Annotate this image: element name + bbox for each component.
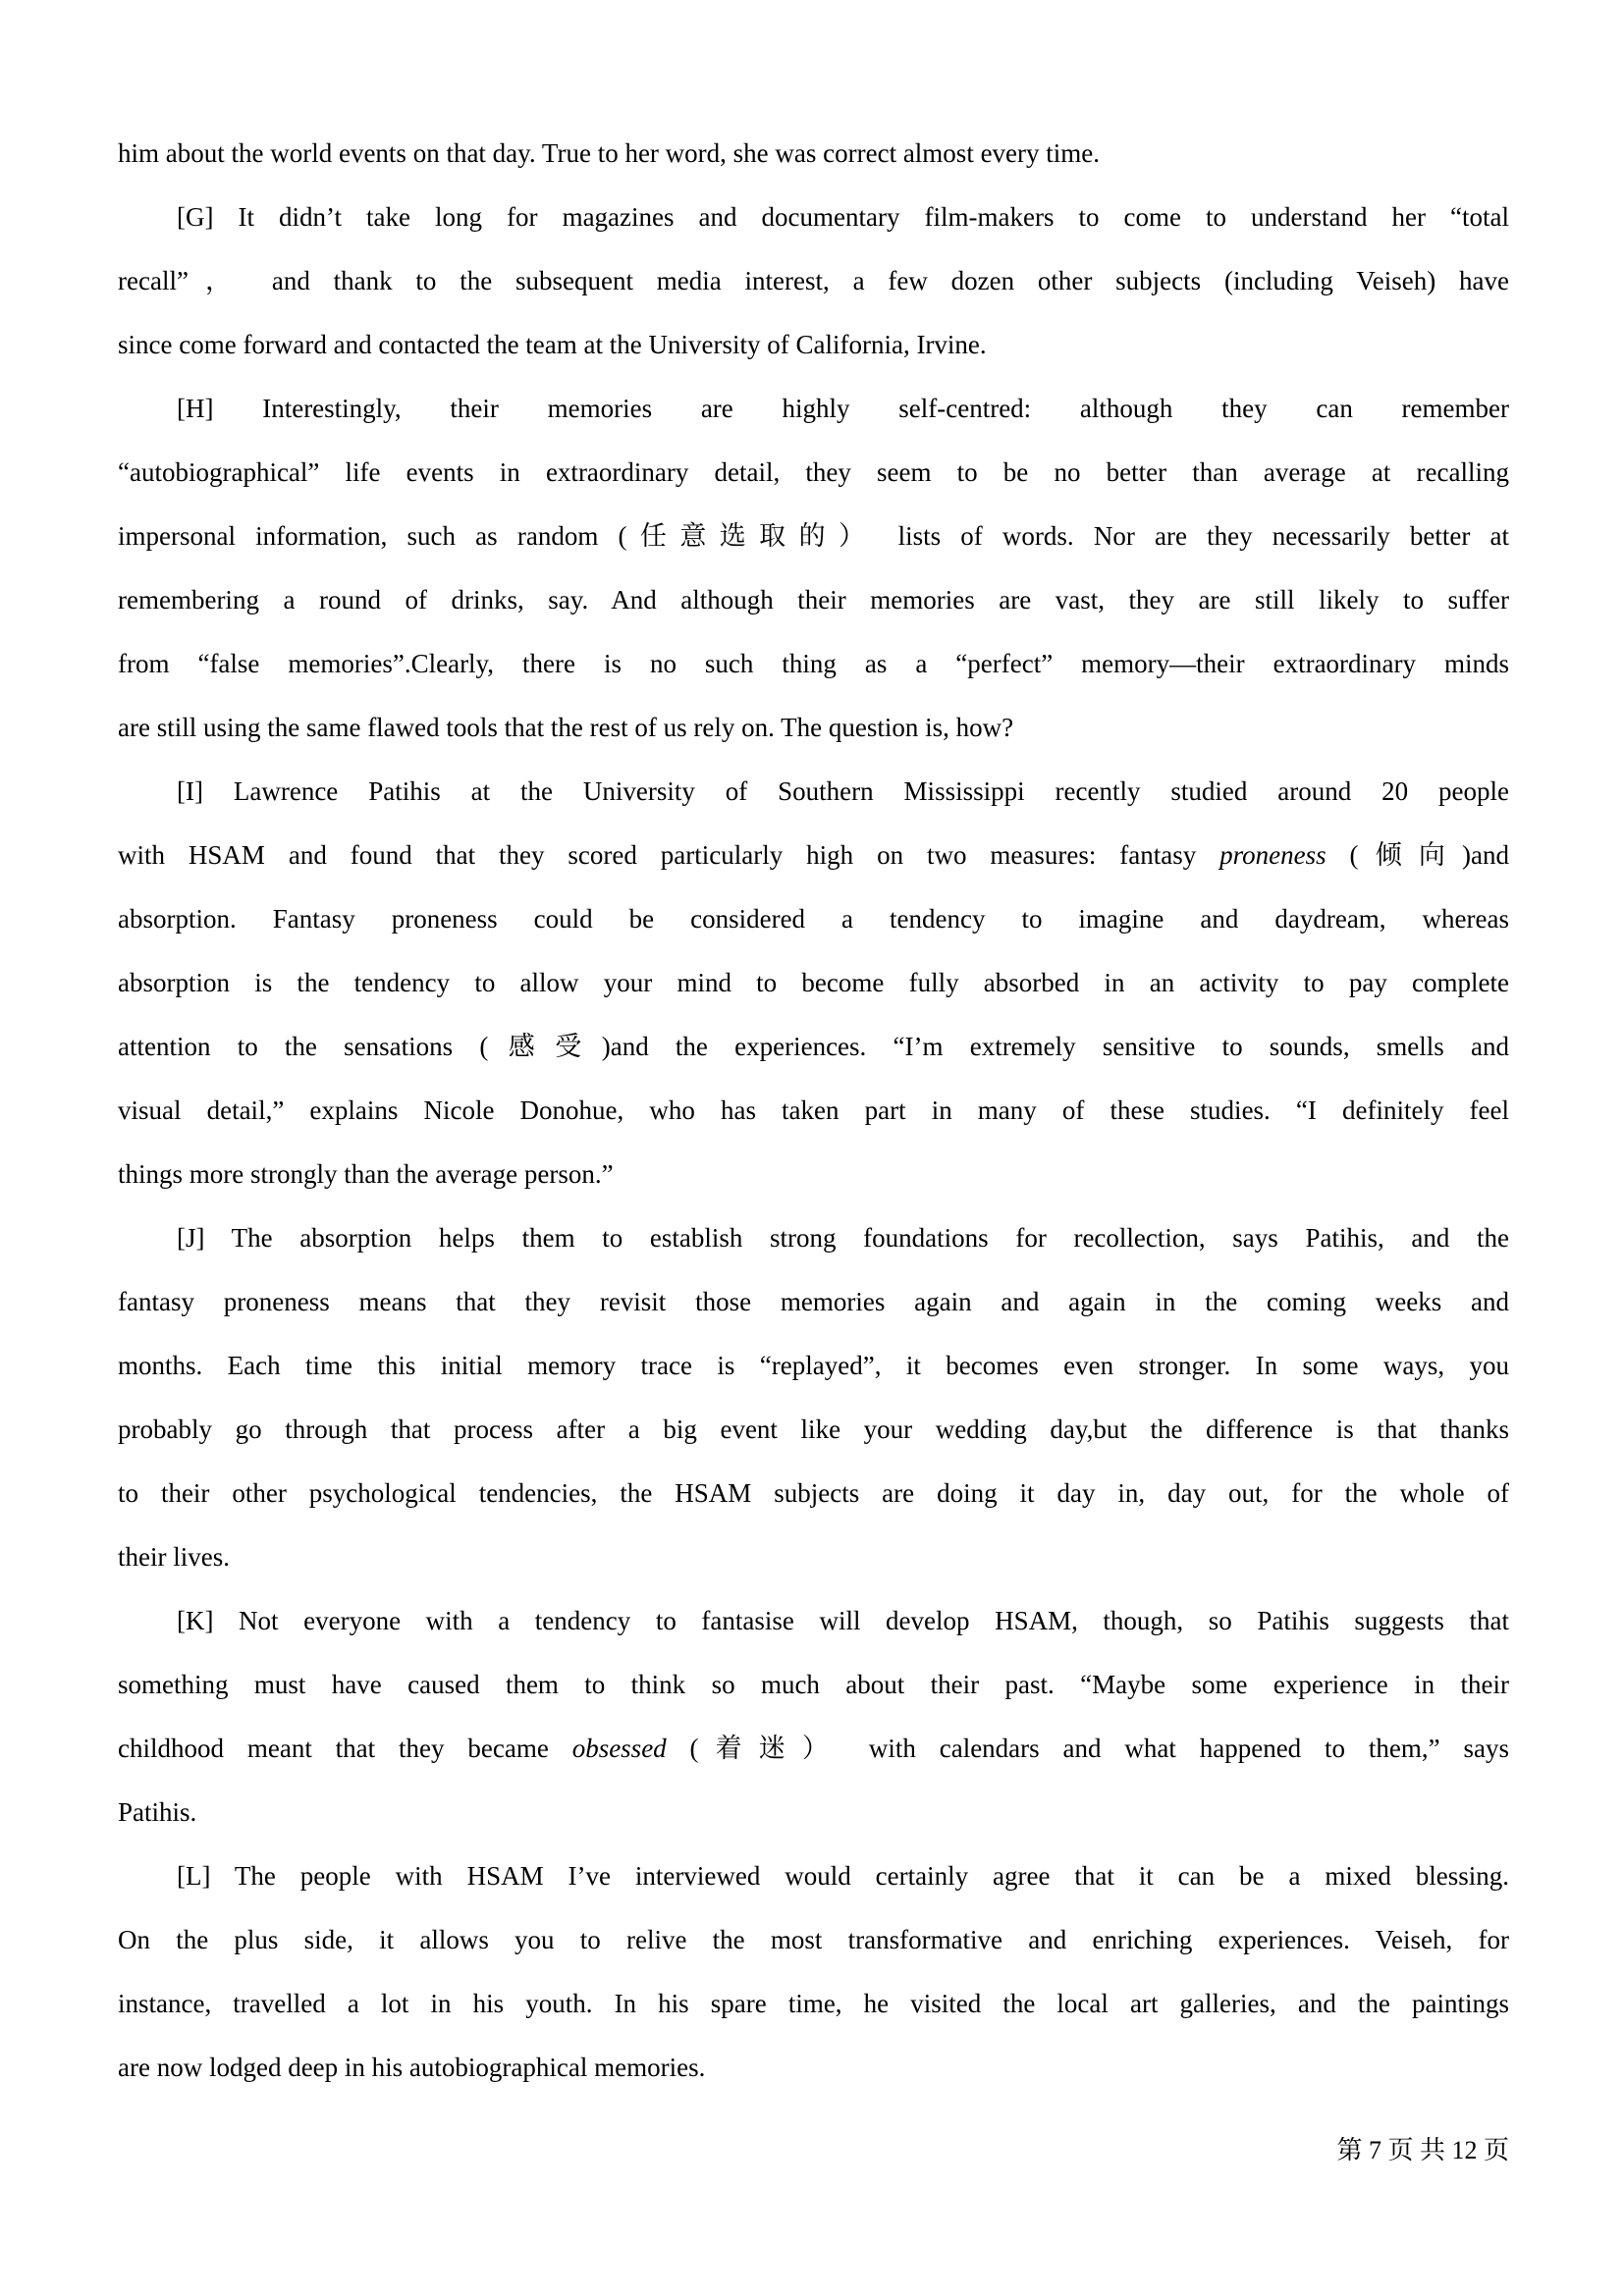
text-segment: (倾向)and bbox=[1326, 840, 1509, 870]
text-line bbox=[118, 760, 1509, 824]
text-segment: “autobiographical” life events in extraordinary detail, they seem to be no better than average at recalling bbox=[118, 457, 1509, 487]
text-segment: [H] Interestingly, their memories are highly self-centred: although they can remember bbox=[177, 394, 1509, 423]
text-segment: (着迷） with calendars and what happened to them,” says bbox=[666, 1734, 1509, 1763]
paragraph-f-continuation bbox=[118, 122, 1509, 186]
text-line bbox=[118, 1908, 1509, 1972]
italic-term: obsessed bbox=[571, 1734, 667, 1763]
text-segment: impersonal information, such as random (任意选取的） lists of words. Nor are they necessarily better at bbox=[118, 521, 1509, 551]
text-segment: [I] Lawrence Patihis at the University of Southern Mississippi recently studied around 20 people bbox=[177, 776, 1509, 806]
text-segment: Patihis. bbox=[118, 1797, 197, 1827]
text-line bbox=[118, 1717, 1509, 1781]
text-line bbox=[118, 122, 1509, 186]
text-line bbox=[118, 313, 1509, 377]
text-segment: absorption. Fantasy proneness could be considered a tendency to imagine and daydream, whereas bbox=[118, 904, 1509, 934]
text-segment: months. Each time this initial memory trace is “replayed”, it becomes even stronger. In some ways, you bbox=[118, 1351, 1509, 1380]
text-line bbox=[118, 249, 1509, 313]
text-line bbox=[118, 505, 1509, 568]
text-line bbox=[118, 1206, 1509, 1270]
text-line bbox=[118, 1589, 1509, 1653]
text-segment: probably go through that process after a big event like your wedding day,but the difference is that thanks bbox=[118, 1415, 1509, 1444]
text-line bbox=[118, 441, 1509, 505]
text-line bbox=[118, 568, 1509, 632]
paragraph-g bbox=[118, 186, 1509, 377]
text-line bbox=[118, 1781, 1509, 1844]
text-line bbox=[118, 1015, 1509, 1079]
text-segment: attention to the sensations (感受)and the experiences. “I’m extremely sensitive to sounds, smells and bbox=[118, 1032, 1509, 1061]
text-segment: with HSAM and found that they scored particularly high on two measures: fantasy bbox=[118, 840, 1220, 870]
paragraph-h bbox=[118, 377, 1509, 760]
text-segment: something must have caused them to think so much about their past. “Maybe some experience in their bbox=[118, 1670, 1509, 1699]
text-line bbox=[118, 1334, 1509, 1398]
text-line bbox=[118, 1143, 1509, 1206]
text-line bbox=[118, 186, 1509, 249]
text-line bbox=[118, 951, 1509, 1015]
paragraph-l bbox=[118, 1844, 1509, 2100]
text-segment: their lives. bbox=[118, 1542, 230, 1572]
text-segment: [K] Not everyone with a tendency to fantasise will develop HSAM, though, so Patihis suggests that bbox=[177, 1606, 1509, 1635]
text-segment: things more strongly than the average person.” bbox=[118, 1159, 614, 1189]
text-line bbox=[118, 2036, 1509, 2100]
text-line bbox=[118, 1270, 1509, 1334]
text-segment: On the plus side, it allows you to relive the most transformative and enriching experiences. Veiseh, for bbox=[118, 1925, 1509, 1954]
text-line bbox=[118, 377, 1509, 441]
paragraph-k bbox=[118, 1589, 1509, 1844]
text-line bbox=[118, 1844, 1509, 1908]
text-segment: childhood meant that they became bbox=[118, 1734, 572, 1763]
text-segment: from “false memories”.Clearly, there is no such thing as a “perfect” memory—their extraordinary minds bbox=[118, 649, 1509, 678]
text-segment: remembering a round of drinks, say. And although their memories are vast, they are still likely to suffer bbox=[118, 585, 1509, 614]
text-segment: to their other psychological tendencies, the HSAM subjects are doing it day in, day out, for the whole of bbox=[118, 1478, 1509, 1508]
text-line bbox=[118, 824, 1509, 887]
text-segment: him about the world events on that day. True to her word, she was correct almost every time. bbox=[118, 138, 1101, 168]
passage-text bbox=[118, 122, 1509, 2100]
text-line bbox=[118, 1972, 1509, 2036]
text-line bbox=[118, 1079, 1509, 1143]
text-segment: [J] The absorption helps them to establish strong foundations for recollection, says Patihis, and the bbox=[177, 1223, 1509, 1253]
text-segment: [L] The people with HSAM I’ve interviewed would certainly agree that it can be a mixed blessing. bbox=[177, 1861, 1509, 1891]
text-segment: visual detail,” explains Nicole Donohue, who has taken part in many of these studies. “I definitely feel bbox=[118, 1095, 1509, 1125]
text-line bbox=[118, 1462, 1509, 1525]
text-line bbox=[118, 1525, 1509, 1589]
paragraph-j bbox=[118, 1206, 1509, 1589]
text-line bbox=[118, 1398, 1509, 1462]
page-footer bbox=[1336, 2136, 1509, 2165]
page-number-text: 第 7 页 共 12 页 bbox=[1336, 2136, 1509, 2164]
text-segment: [G] It didn’t take long for magazines and documentary film-makers to come to understand her “total bbox=[177, 202, 1509, 232]
text-line bbox=[118, 696, 1509, 760]
text-line bbox=[118, 887, 1509, 951]
italic-term: proneness bbox=[1219, 840, 1326, 870]
text-segment: absorption is the tendency to allow your mind to become fully absorbed in an activity to pay complete bbox=[118, 968, 1509, 997]
text-segment: are still using the same flawed tools that the rest of us rely on. The question is, how? bbox=[118, 713, 1014, 742]
text-segment: fantasy proneness means that they revisit those memories again and again in the coming weeks and bbox=[118, 1287, 1509, 1316]
text-segment: instance, travelled a lot in his youth. In his spare time, he visited the local art galleries, and the paintings bbox=[118, 1989, 1509, 2018]
text-line bbox=[118, 632, 1509, 696]
text-line bbox=[118, 1653, 1509, 1717]
paragraph-i bbox=[118, 760, 1509, 1206]
text-segment: recall”， and thank to the subsequent media interest, a few dozen other subjects (including Veiseh) have bbox=[118, 266, 1509, 295]
text-segment: since come forward and contacted the team at the University of California, Irvine. bbox=[118, 330, 987, 359]
text-segment: are now lodged deep in his autobiographical memories. bbox=[118, 2053, 706, 2082]
